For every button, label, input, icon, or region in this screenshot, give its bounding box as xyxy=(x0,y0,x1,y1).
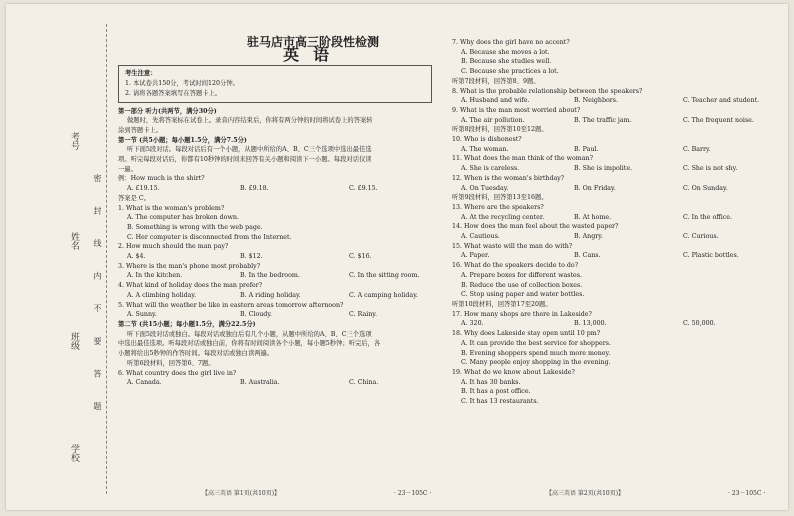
question-options xyxy=(118,291,448,301)
option: A. 320. xyxy=(461,320,484,328)
question: 13. Where are the speakers? xyxy=(452,203,544,211)
question: 14. How does the man feel about the wasted paper? xyxy=(452,223,619,231)
label-xuexiao: 学校 xyxy=(69,444,79,462)
option: B. Cans. xyxy=(574,252,601,260)
label-kaohao: 考号 xyxy=(69,132,79,150)
option: B. Angry. xyxy=(574,233,603,241)
label-xingming: 姓名 xyxy=(69,232,79,250)
material-intro: 听第6段材料，回答第6、7题。 xyxy=(127,359,215,367)
page-footer-right: 【高三英语 第2页(共10页)】 xyxy=(546,490,625,497)
option: C. £9.15. xyxy=(349,185,378,193)
question-options xyxy=(452,145,782,155)
option: C. In the sitting room. xyxy=(349,272,420,280)
binding-margin xyxy=(6,4,110,510)
option: C. The frequent noise. xyxy=(683,116,754,124)
option: A. The air pollution. xyxy=(461,116,525,124)
instruction-text: 听下面5段对话或独白。每段对话或独白后有几个小题，从题中所给的A、B、C三个选项 xyxy=(127,330,372,338)
notice-item: 1. 本试卷共150分，考试时间120分钟。 xyxy=(125,80,239,88)
question-options xyxy=(452,184,782,194)
option: B. She is impolite. xyxy=(574,165,633,173)
question-options xyxy=(118,252,448,262)
notice-box xyxy=(118,65,432,102)
option: C. A camping holiday. xyxy=(349,291,418,299)
option: B. £9.18. xyxy=(240,185,269,193)
example-options xyxy=(118,184,448,194)
option: A. £19.15. xyxy=(127,185,160,193)
question-options xyxy=(118,271,448,281)
option: B. $12. xyxy=(240,253,263,261)
option: A. It can provide the best service for shoppers. xyxy=(461,339,611,347)
option: C. $16. xyxy=(349,253,372,261)
option: B. On Friday. xyxy=(574,184,616,192)
option: B. In the bedroom. xyxy=(240,272,300,280)
instruction-text: 做题时，先将答案标在试卷上。录音内容结束后，你将有两分钟的时间将试卷上的答案转 xyxy=(127,117,373,125)
option: B. A riding holiday. xyxy=(240,291,301,299)
option: A. She is careless. xyxy=(461,165,520,173)
question: 6. What country does the girl live in? xyxy=(118,369,237,377)
question-options xyxy=(118,310,448,320)
option: C. It has 13 restaurants. xyxy=(461,398,539,406)
material-intro: 听第8段材料，回答第10至12题。 xyxy=(452,126,548,134)
option: C. Because she practices a lot. xyxy=(461,68,559,76)
option: A. $4. xyxy=(127,253,146,261)
option: C. Barry. xyxy=(683,145,711,153)
question-options xyxy=(452,232,782,242)
section-heading: 第二节 (共15小题；每小题1.5分，满分22.5分) xyxy=(118,320,256,328)
option: C. In the office. xyxy=(683,213,732,221)
question: 4. What kind of holiday does the man prefer? xyxy=(118,282,263,290)
option: B. It has a post office. xyxy=(461,388,531,396)
option: B. Cloudy. xyxy=(240,311,273,319)
option: C. China. xyxy=(349,379,379,387)
option: B. Evening shoppers spend much more money. xyxy=(461,349,611,357)
option: B. Neighbors. xyxy=(574,97,619,105)
page-footer-left: 【高三英语 第1页(共10页)】 xyxy=(202,490,281,497)
question: 10. Who is dishonest? xyxy=(452,136,522,144)
option: A. The computer has broken down. xyxy=(127,214,239,222)
option: B. Something is wrong with the web page. xyxy=(127,223,263,231)
question: 18. Why does Lakeside stay open until 10 pm? xyxy=(452,330,601,338)
option: B. Paul. xyxy=(574,145,599,153)
option: C. Many people enjoy shopping in the evening. xyxy=(461,359,611,367)
option: B. The traffic jam. xyxy=(574,116,632,124)
option: B. At home. xyxy=(574,213,612,221)
question: 7. Why does the girl have no accent? xyxy=(452,39,570,46)
option: C. She is not shy. xyxy=(683,165,738,173)
option: A. It has 30 banks. xyxy=(461,378,521,386)
option: A. In the kitchen. xyxy=(127,272,183,280)
exam-sheet xyxy=(6,4,788,510)
option: B. Reduce the use of collection boxes. xyxy=(461,281,583,289)
material-intro: 听第10段材料，回答第17至20题。 xyxy=(452,300,552,308)
option: C. 50,000. xyxy=(683,320,716,328)
option: A. A climbing holiday. xyxy=(127,291,197,299)
option: A. On Tuesday. xyxy=(461,184,509,192)
part-heading: 第一部分 听力(共两节，满分30分) xyxy=(118,107,217,115)
question: 8. What is the probable relationship between the speakers? xyxy=(452,87,643,95)
section-heading: 第一节 (共5小题；每小题1.5分，满分7.5分) xyxy=(118,136,247,144)
option: A. The woman. xyxy=(461,145,509,153)
question: 12. When is the woman's birthday? xyxy=(452,174,565,182)
option: A. Canada. xyxy=(127,379,162,387)
instruction-text: 一遍。 xyxy=(118,165,137,173)
label-banji: 班级 xyxy=(69,332,79,350)
option: C. Rainy. xyxy=(349,311,378,319)
notice-item: 2. 请将各题答案填写在答题卡上。 xyxy=(125,89,222,97)
seal-warning: 密 封 线 内 不 要 答 题 xyxy=(93,174,102,421)
instruction-text: 中选出最佳选项。听每段对话或独白前，你将有时间阅读各个小题，每小题5秒钟；听完后，各 xyxy=(118,340,381,348)
page-code-left: · 23－105C · xyxy=(394,490,432,497)
option: C. Plastic bottles. xyxy=(683,252,739,260)
page-right xyxy=(452,38,782,407)
question-options xyxy=(118,378,448,388)
question: 16. What do the speakers decide to do? xyxy=(452,262,579,270)
question: 17. How many shops are there in Lakeside? xyxy=(452,310,592,318)
option: C. Teacher and student. xyxy=(683,97,760,105)
option: A. Husband and wife. xyxy=(461,97,530,105)
option: B. 13,000. xyxy=(574,320,607,328)
page-left xyxy=(118,34,448,388)
option: B. Because she studies well. xyxy=(461,58,552,66)
instruction-text: 涂到答题卡上。 xyxy=(118,126,163,134)
page-code-right: · 23－105C · xyxy=(728,490,766,497)
option: C. Stop using paper and water bottles. xyxy=(461,291,585,299)
option: C. Curious. xyxy=(683,233,719,241)
question: 11. What does the man think of the woman? xyxy=(452,155,593,163)
instruction-text: 听下面5段对话。每段对话后有一个小题，从题中所给的A、B、C三个选项中选出最佳选 xyxy=(127,146,372,154)
option: A. At the recycling center. xyxy=(461,213,545,221)
question-options xyxy=(452,251,782,261)
question: 3. Where is the man's phone most probably? xyxy=(118,262,261,270)
question: 9. What is the man most worried about? xyxy=(452,106,581,114)
example-question: 例：How much is the shirt? xyxy=(118,175,205,183)
question-options xyxy=(452,164,782,174)
material-intro: 听第9段材料，回答第13至16题。 xyxy=(452,194,548,202)
option: A. Because she moves a lot. xyxy=(461,48,550,56)
seal-dashed-line xyxy=(106,24,107,494)
option: C. On Sunday. xyxy=(683,184,728,192)
notice-title: 考生注意： xyxy=(125,70,157,78)
question: 19. What do we know about Lakeside? xyxy=(452,368,575,376)
option: A. Cautious. xyxy=(461,233,500,241)
instruction-text: 项。听完每段对话后，你都有10秒钟的时间来回答有关小题和阅读下一小题。每段对话仅读 xyxy=(118,156,372,164)
option: A. Sunny. xyxy=(127,311,157,319)
question-options xyxy=(452,213,782,223)
exam-subject: 英语 xyxy=(282,44,343,64)
question-options xyxy=(452,116,782,126)
instruction-text: 小题将给出5秒钟的作答时间。每段对话或独白读两遍。 xyxy=(118,350,274,358)
question: 5. What will the weather be like in eastern areas tomorrow afternoon? xyxy=(118,301,344,309)
question-options xyxy=(452,96,782,106)
option: A. Paper. xyxy=(461,252,490,260)
option: C. Her computer is disconnected from the Internet. xyxy=(127,233,292,241)
question-options xyxy=(452,319,782,329)
question: 2. How much should the man pay? xyxy=(118,243,229,251)
question: 1. What is the woman's problem? xyxy=(118,204,225,212)
option: B. Australia. xyxy=(240,379,280,387)
example-answer: 答案是 C。 xyxy=(118,194,151,202)
question: 15. What waste will the man do with? xyxy=(452,242,573,250)
material-intro: 听第7段材料，回答第8、9题。 xyxy=(452,77,540,85)
option: A. Prepare boxes for different wastes. xyxy=(461,271,582,279)
exam-title: 驻马店市高三阶段性检测 xyxy=(246,35,379,49)
